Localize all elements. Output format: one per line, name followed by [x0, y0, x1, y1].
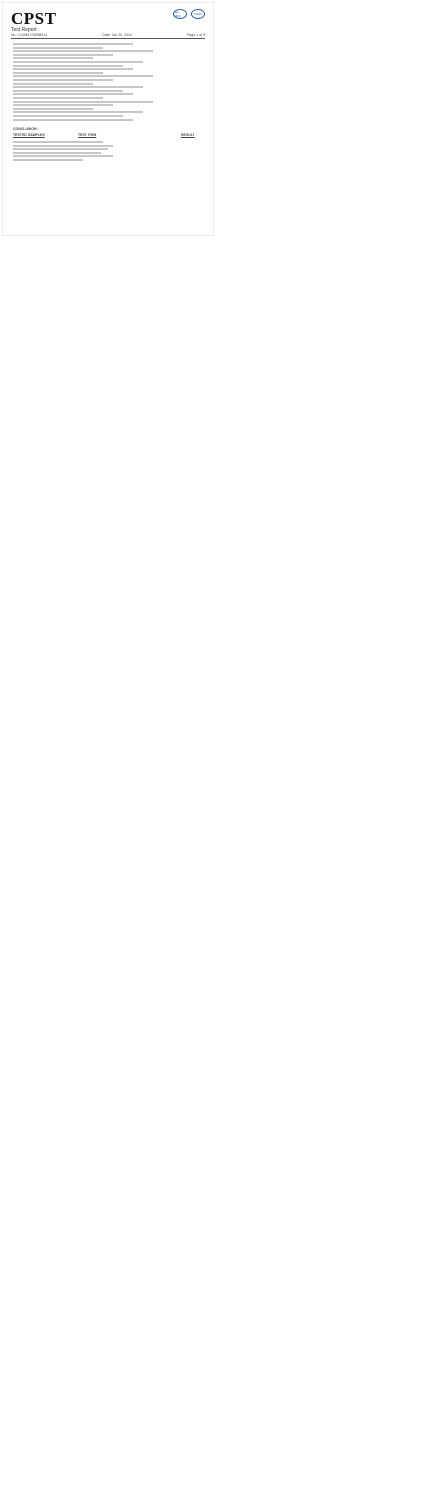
- text-line: [13, 83, 93, 85]
- accreditation-badge-icon: CNAS: [191, 9, 205, 19]
- text-line: [13, 115, 123, 117]
- text-line: [13, 68, 133, 70]
- report-date: Date: Jun 20, 2014: [102, 33, 132, 37]
- text-line: [13, 108, 93, 110]
- text-line: [13, 61, 143, 63]
- header-divider: [11, 38, 205, 39]
- text-line: [13, 47, 103, 49]
- text-line: [13, 93, 133, 95]
- text-line: [13, 152, 101, 154]
- text-line: [13, 155, 113, 157]
- text-line: [13, 148, 108, 150]
- text-line: [13, 54, 113, 56]
- text-line: [13, 79, 113, 81]
- text-line: [13, 75, 153, 77]
- accreditation-badges: [173, 9, 205, 19]
- text-line: [13, 86, 143, 88]
- text-line: [13, 101, 153, 103]
- text-line: [13, 43, 133, 45]
- text-line: [13, 97, 103, 99]
- text-line: [13, 119, 133, 121]
- text-line: [13, 104, 113, 106]
- text-line: [13, 65, 123, 67]
- text-line: [13, 145, 113, 147]
- cpst-logo: CPST: [11, 9, 57, 28]
- text-line: [13, 111, 143, 113]
- text-line: [13, 141, 103, 143]
- report-subtitle: Test Report: [11, 27, 37, 33]
- text-line: [13, 159, 83, 161]
- accreditation-badge-icon: ilac-MRA: [173, 9, 187, 19]
- report-number: No. C14061700298914: [11, 33, 48, 37]
- page-number: Page 1 of 9: [187, 33, 205, 37]
- tested-samples-label: TESTED SAMPLES: [13, 133, 45, 137]
- report-meta: [11, 33, 205, 37]
- text-line: [13, 90, 123, 92]
- text-line: [13, 57, 93, 59]
- text-line: [13, 72, 103, 74]
- conclusion-label: CONCLUSION :: [13, 127, 39, 131]
- report-page[interactable]: [2, 2, 214, 236]
- text-line: [13, 50, 153, 52]
- result-label: RESULT: [181, 133, 195, 137]
- test-item-label: TEST ITEM: [78, 133, 97, 137]
